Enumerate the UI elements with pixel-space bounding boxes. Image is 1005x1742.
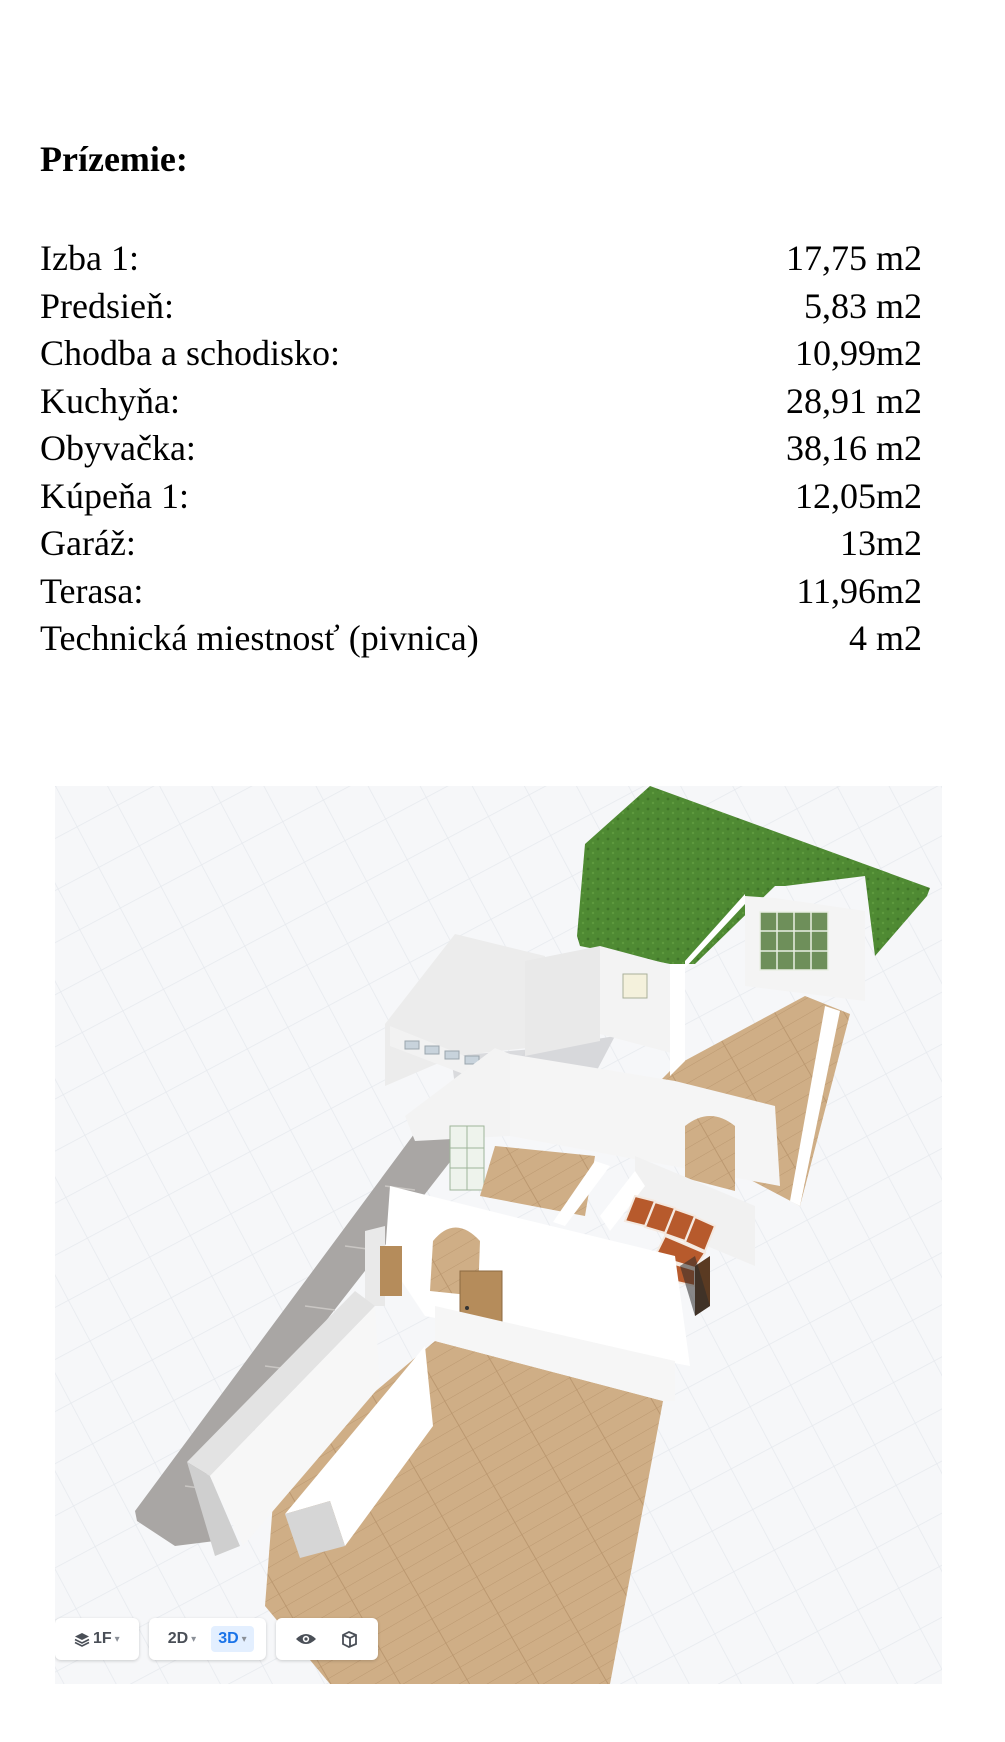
eye-icon	[295, 1631, 317, 1647]
display-group	[276, 1618, 378, 1660]
room-row	[40, 425, 922, 473]
room-name: Kúpeňa 1:	[40, 475, 189, 516]
room-row	[40, 330, 922, 378]
room-area: 11,96m2	[796, 570, 922, 611]
room-area: 4 m2	[848, 618, 922, 658]
room-name: Obyvačka:	[40, 428, 196, 468]
room-name: Kuchyňa:	[40, 380, 180, 421]
chevron-down-icon: ▾	[241, 1633, 247, 1645]
floor-group	[55, 1618, 139, 1660]
room-row	[40, 378, 922, 426]
floor-selector[interactable]	[67, 1626, 127, 1652]
chevron-down-icon: ▾	[191, 1633, 197, 1645]
room-row	[40, 235, 922, 283]
room-name: Technická miestnosť (pivnica)	[40, 618, 479, 658]
room-name: Izba 1:	[40, 238, 139, 278]
floorplan-3d-render	[55, 786, 942, 1684]
cube-view-button[interactable]	[332, 1625, 366, 1653]
divider-wall-1	[670, 964, 685, 1076]
room-area: 13m2	[839, 523, 922, 563]
terrace-doors	[760, 912, 828, 970]
glass-doors	[450, 1126, 484, 1190]
room-name: Chodba a schodisko:	[40, 333, 340, 373]
room-area: 5,83 m2	[803, 285, 922, 326]
room-area-list	[40, 235, 922, 663]
room-name: Terasa:	[40, 570, 144, 611]
room-name: Garáž:	[40, 523, 136, 563]
floor-label: 1F	[93, 1630, 112, 1647]
room-area: 28,91 m2	[785, 380, 922, 421]
view-mode-group	[149, 1618, 266, 1660]
view-2d-label: 2D	[167, 1630, 189, 1647]
page-title: Prízemie:	[40, 139, 188, 179]
small-door	[380, 1246, 402, 1296]
visibility-button[interactable]	[288, 1627, 324, 1651]
cube-icon	[339, 1629, 359, 1649]
hall-wall	[525, 946, 600, 1056]
view-2d-button[interactable]	[161, 1626, 203, 1652]
room-row	[40, 283, 922, 331]
room-row	[40, 615, 922, 663]
view-3d-button[interactable]	[211, 1626, 253, 1652]
room-area: 17,75 m2	[785, 238, 922, 278]
room-area: 10,99m2	[794, 333, 922, 373]
bath-window	[623, 974, 647, 998]
door-handle	[465, 1306, 469, 1310]
room-row	[40, 568, 922, 616]
layers-icon	[74, 1631, 90, 1647]
floorplan-3d-viewer[interactable]	[55, 786, 942, 1684]
room-area: 38,16 m2	[785, 428, 922, 468]
chevron-down-icon: ▾	[114, 1633, 120, 1645]
view-3d-label: 3D	[218, 1630, 239, 1647]
viewer-toolbar	[55, 1618, 378, 1662]
room-row	[40, 520, 922, 568]
room-area: 12,05m2	[794, 475, 922, 516]
room-name: Predsieň:	[40, 285, 174, 326]
arch-doorway-1	[685, 1116, 735, 1191]
room-row	[40, 473, 922, 521]
